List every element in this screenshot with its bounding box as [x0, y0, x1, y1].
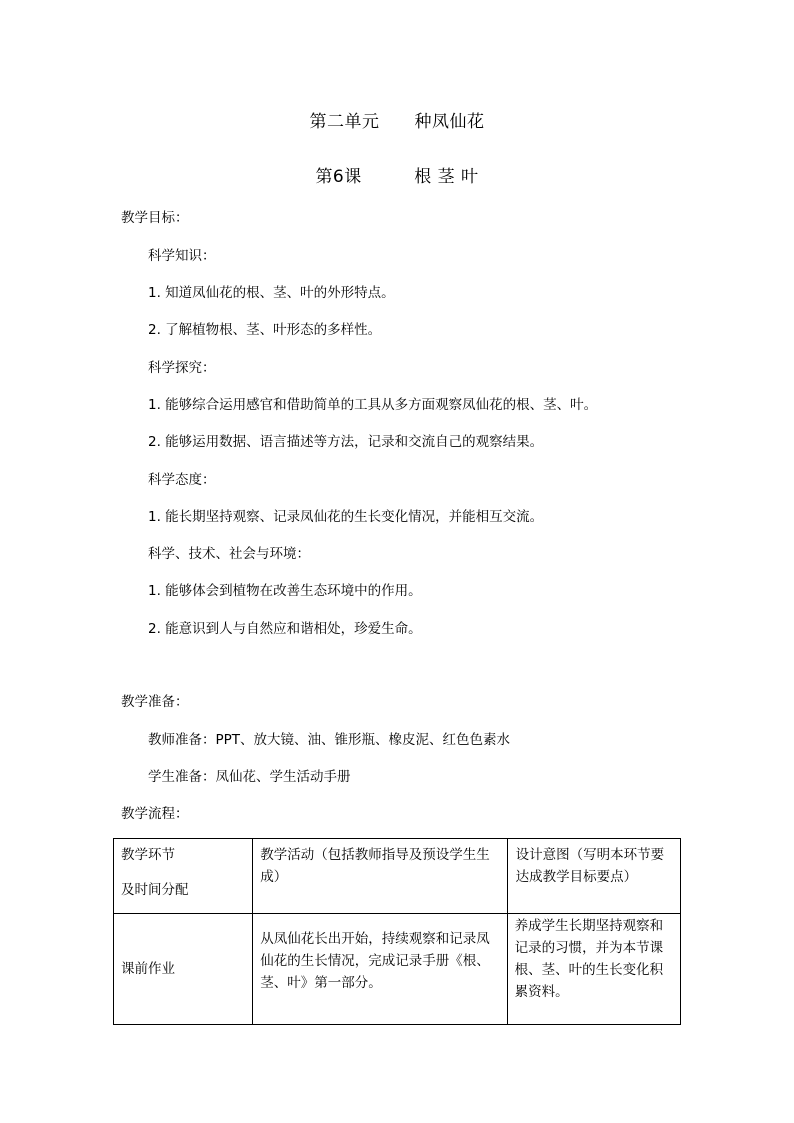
cell-activity	[253, 914, 507, 1025]
teacher-preparation: 教师准备：PPT、放大镜、油、锥形瓶、橡皮泥、红色色素水	[148, 732, 511, 748]
header-stage-line2: 及时间分配	[121, 882, 189, 898]
objectives-heading: 教学目标：	[121, 210, 189, 226]
table-row	[114, 914, 681, 1025]
society-item: 2. 能意识到人与自然应和谐相处，珍爱生命。	[148, 621, 422, 637]
student-preparation: 学生准备：凤仙花、学生活动手册	[148, 769, 351, 785]
unit-title: 第二单元 种凤仙花	[309, 112, 485, 132]
teaching-flow-table	[113, 838, 681, 1025]
society-heading: 科学、技术、社会与环境：	[148, 546, 310, 562]
header-cell-stage	[114, 839, 253, 914]
cell-intent	[507, 914, 680, 1025]
knowledge-heading: 科学知识：	[148, 248, 216, 264]
attitude-heading: 科学态度：	[148, 472, 216, 488]
header-stage-line1: 教学环节	[121, 847, 175, 863]
society-item: 1. 能够体会到植物在改善生态环境中的作用。	[148, 583, 422, 599]
lesson-title: 第6课 根 茎 叶	[315, 167, 479, 187]
header-cell-intent	[507, 839, 680, 914]
table-header-row	[114, 839, 681, 914]
preparation-heading: 教学准备：	[121, 694, 189, 710]
header-cell-activity	[253, 839, 507, 914]
inquiry-item: 2. 能够运用数据、语言描述等方法，记录和交流自己的观察结果。	[148, 434, 544, 450]
stage-text: 课前作业	[121, 961, 175, 977]
knowledge-item: 2. 了解植物根、茎、叶形态的多样性。	[148, 322, 382, 338]
flow-heading: 教学流程：	[121, 806, 189, 822]
inquiry-item: 1. 能够综合运用感官和借助简单的工具从多方面观察凤仙花的根、茎、叶。	[148, 397, 598, 413]
header-activity-text: 教学活动（包括教师指导及预设学生生成）	[260, 847, 490, 885]
intent-text: 养成学生长期坚持观察和记录的习惯，并为本节课根、茎、叶的生长变化积累资料。	[514, 918, 664, 1000]
cell-stage	[114, 914, 253, 1025]
header-intent-text: 设计意图（写明本环节要达成教学目标要点）	[515, 847, 665, 885]
activity-text: 从凤仙花长出开始，持续观察和记录凤仙花的生长情况，完成记录手册《根、茎、叶》第一部分。	[260, 931, 490, 991]
knowledge-item: 1. 知道凤仙花的根、茎、叶的外形特点。	[148, 285, 395, 301]
inquiry-heading: 科学探究：	[148, 360, 216, 376]
attitude-item: 1. 能长期坚持观察、记录凤仙花的生长变化情况，并能相互交流。	[148, 509, 544, 525]
